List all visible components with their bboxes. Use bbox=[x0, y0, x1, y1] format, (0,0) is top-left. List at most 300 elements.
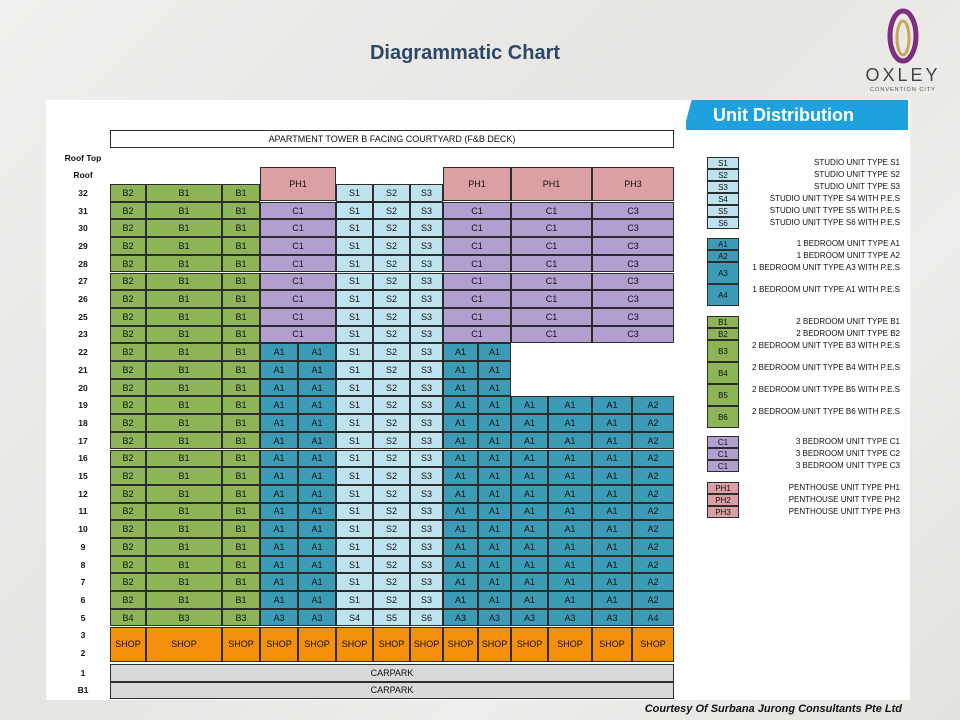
unit-cell: B2 bbox=[110, 467, 146, 485]
unit-cell: A1 bbox=[511, 414, 548, 432]
unit-cell: S3 bbox=[410, 273, 443, 291]
unit-cell: B2 bbox=[110, 343, 146, 361]
unit-cell: S1 bbox=[336, 520, 373, 538]
unit-cell: C1 bbox=[260, 308, 336, 326]
shop-cell: SHOP bbox=[548, 627, 592, 662]
unit-cell: B1 bbox=[222, 219, 260, 237]
unit-cell: S1 bbox=[336, 343, 373, 361]
unit-cell: C1 bbox=[511, 273, 592, 291]
unit-cell: A1 bbox=[511, 485, 548, 503]
legend-swatch: PH2 bbox=[707, 494, 739, 506]
unit-cell: A1 bbox=[592, 450, 632, 468]
legend-title: Unit Distribution bbox=[713, 105, 854, 125]
unit-cell: B1 bbox=[222, 202, 260, 220]
unit-cell: B1 bbox=[222, 308, 260, 326]
unit-cell: B1 bbox=[146, 308, 222, 326]
unit-cell: A1 bbox=[511, 450, 548, 468]
legend-swatch: S1 bbox=[707, 157, 739, 169]
legend-label: PENTHOUSE UNIT TYPE PH2 bbox=[788, 495, 900, 504]
unit-cell: A1 bbox=[478, 432, 511, 450]
unit-cell: S3 bbox=[410, 255, 443, 273]
unit-cell: A1 bbox=[511, 467, 548, 485]
unit-cell: A4 bbox=[632, 609, 674, 627]
unit-cell: C1 bbox=[511, 255, 592, 273]
unit-cell: A1 bbox=[260, 414, 298, 432]
unit-cell: S4 bbox=[336, 609, 373, 627]
floor-label: Roof Top bbox=[64, 152, 102, 163]
unit-cell: A1 bbox=[298, 520, 336, 538]
unit-cell: A1 bbox=[298, 538, 336, 556]
unit-cell: C1 bbox=[260, 326, 336, 344]
unit-cell: S1 bbox=[336, 503, 373, 521]
unit-cell: S1 bbox=[336, 414, 373, 432]
unit-cell: A1 bbox=[260, 573, 298, 591]
legend-label: 3 BEDROOM UNIT TYPE C1 bbox=[795, 437, 900, 446]
unit-cell: B1 bbox=[222, 290, 260, 308]
shop-cell: SHOP bbox=[373, 627, 410, 662]
legend-label: 3 BEDROOM UNIT TYPE C3 bbox=[795, 461, 900, 470]
unit-cell: S3 bbox=[410, 432, 443, 450]
unit-cell: A1 bbox=[443, 396, 478, 414]
unit-cell: B2 bbox=[110, 379, 146, 397]
unit-cell: A1 bbox=[478, 538, 511, 556]
unit-cell: A2 bbox=[632, 591, 674, 609]
unit-cell: A3 bbox=[298, 609, 336, 627]
unit-cell: A1 bbox=[260, 556, 298, 574]
floor-label: 29 bbox=[78, 240, 88, 251]
unit-cell: C1 bbox=[260, 290, 336, 308]
unit-cell: A1 bbox=[478, 343, 511, 361]
carpark-level-1: CARPARK bbox=[110, 664, 674, 682]
unit-cell: A1 bbox=[260, 432, 298, 450]
unit-cell: PH1 bbox=[511, 167, 592, 201]
legend-label: 2 BEDROOM UNIT TYPE B3 WITH P.E.S bbox=[751, 341, 900, 350]
floor-label: 1 bbox=[80, 667, 86, 678]
shop-cell: SHOP bbox=[146, 627, 222, 662]
unit-cell: B1 bbox=[222, 326, 260, 344]
floor-label: 32 bbox=[78, 187, 88, 198]
floor-label: 11 bbox=[78, 506, 88, 517]
legend-swatch: B1 bbox=[707, 316, 739, 328]
unit-cell: A1 bbox=[511, 538, 548, 556]
legend-banner bbox=[686, 100, 908, 130]
unit-cell: A3 bbox=[548, 609, 592, 627]
legend-label: STUDIO UNIT TYPE S5 WITH P.E.S bbox=[769, 206, 900, 215]
unit-cell: S2 bbox=[373, 308, 410, 326]
unit-cell: S1 bbox=[336, 237, 373, 255]
unit-cell: A1 bbox=[298, 556, 336, 574]
unit-cell: B1 bbox=[222, 485, 260, 503]
unit-cell: B2 bbox=[110, 432, 146, 450]
unit-cell: B1 bbox=[146, 255, 222, 273]
unit-cell: S3 bbox=[410, 520, 443, 538]
unit-cell: A2 bbox=[632, 450, 674, 468]
unit-cell: B1 bbox=[146, 202, 222, 220]
unit-cell: B1 bbox=[222, 503, 260, 521]
unit-cell: A1 bbox=[260, 503, 298, 521]
unit-cell: S1 bbox=[336, 591, 373, 609]
unit-cell: S3 bbox=[410, 219, 443, 237]
legend-swatch: A4 bbox=[707, 284, 739, 306]
unit-cell: S3 bbox=[410, 326, 443, 344]
unit-cell: A1 bbox=[592, 573, 632, 591]
unit-cell: B2 bbox=[110, 273, 146, 291]
unit-cell: B1 bbox=[222, 414, 260, 432]
unit-cell: B2 bbox=[110, 414, 146, 432]
unit-cell: S1 bbox=[336, 450, 373, 468]
shop-cell: SHOP bbox=[632, 627, 674, 662]
unit-cell: PH3 bbox=[592, 167, 674, 201]
unit-cell: B3 bbox=[146, 609, 222, 627]
unit-cell: S3 bbox=[410, 573, 443, 591]
unit-cell: A1 bbox=[260, 379, 298, 397]
unit-cell: B2 bbox=[110, 202, 146, 220]
unit-cell: A1 bbox=[443, 503, 478, 521]
unit-cell: A1 bbox=[548, 520, 592, 538]
floor-label: 18 bbox=[78, 417, 88, 428]
unit-cell: B1 bbox=[222, 573, 260, 591]
unit-cell: A2 bbox=[632, 573, 674, 591]
unit-cell: A1 bbox=[548, 573, 592, 591]
legend-swatch: S3 bbox=[707, 181, 739, 193]
legend-swatch: C1 bbox=[707, 436, 739, 448]
unit-cell: S1 bbox=[336, 326, 373, 344]
unit-cell: B1 bbox=[222, 520, 260, 538]
shop-cell: SHOP bbox=[592, 627, 632, 662]
unit-cell: S1 bbox=[336, 273, 373, 291]
unit-cell: B1 bbox=[146, 432, 222, 450]
unit-cell: C1 bbox=[443, 273, 511, 291]
unit-cell: S3 bbox=[410, 202, 443, 220]
legend-swatch: B3 bbox=[707, 340, 739, 362]
unit-cell: B1 bbox=[146, 556, 222, 574]
unit-cell: C1 bbox=[511, 308, 592, 326]
unit-cell: S1 bbox=[336, 290, 373, 308]
unit-cell: S2 bbox=[373, 432, 410, 450]
floor-label: 12 bbox=[78, 488, 88, 499]
legend-swatch: B6 bbox=[707, 406, 739, 428]
unit-cell: S3 bbox=[410, 290, 443, 308]
unit-cell: A3 bbox=[443, 609, 478, 627]
unit-cell: S2 bbox=[373, 396, 410, 414]
unit-cell: A1 bbox=[548, 432, 592, 450]
unit-cell: S1 bbox=[336, 396, 373, 414]
legend-label: 2 BEDROOM UNIT TYPE B5 WITH P.E.S bbox=[751, 385, 900, 394]
unit-cell: A3 bbox=[478, 609, 511, 627]
unit-cell: A1 bbox=[260, 361, 298, 379]
unit-cell: A1 bbox=[592, 520, 632, 538]
floor-label: 16 bbox=[78, 453, 88, 464]
unit-cell: B1 bbox=[222, 591, 260, 609]
unit-cell: A1 bbox=[298, 361, 336, 379]
unit-cell: A2 bbox=[632, 503, 674, 521]
unit-cell: A1 bbox=[443, 538, 478, 556]
unit-cell: S3 bbox=[410, 591, 443, 609]
floor-label: 23 bbox=[78, 329, 88, 340]
unit-cell: C1 bbox=[443, 219, 511, 237]
unit-cell: C1 bbox=[260, 255, 336, 273]
unit-cell: A1 bbox=[478, 556, 511, 574]
unit-cell: B1 bbox=[146, 273, 222, 291]
unit-cell: S1 bbox=[336, 538, 373, 556]
tower-header: APARTMENT TOWER B FACING COURTYARD (F&B DECK) bbox=[110, 130, 674, 148]
unit-cell: A1 bbox=[592, 556, 632, 574]
unit-cell: A1 bbox=[548, 450, 592, 468]
unit-cell: S2 bbox=[373, 343, 410, 361]
unit-cell: C1 bbox=[511, 326, 592, 344]
unit-cell: A1 bbox=[443, 591, 478, 609]
unit-cell: A1 bbox=[260, 343, 298, 361]
legend-swatch: PH1 bbox=[707, 482, 739, 494]
unit-cell: C3 bbox=[592, 237, 674, 255]
legend-label: STUDIO UNIT TYPE S3 bbox=[814, 182, 900, 191]
unit-cell: A1 bbox=[511, 396, 548, 414]
unit-cell: B1 bbox=[222, 343, 260, 361]
legend-label: PENTHOUSE UNIT TYPE PH1 bbox=[788, 483, 900, 492]
unit-cell: B1 bbox=[146, 414, 222, 432]
unit-cell: A1 bbox=[548, 591, 592, 609]
unit-cell: B1 bbox=[222, 361, 260, 379]
unit-cell: S1 bbox=[336, 308, 373, 326]
unit-cell: C3 bbox=[592, 219, 674, 237]
unit-cell: A1 bbox=[260, 520, 298, 538]
unit-cell: A1 bbox=[592, 432, 632, 450]
legend-label: 1 BEDROOM UNIT TYPE A1 bbox=[796, 239, 900, 248]
unit-cell: B1 bbox=[222, 255, 260, 273]
unit-cell: S3 bbox=[410, 343, 443, 361]
unit-cell: B1 bbox=[222, 556, 260, 574]
unit-cell: A1 bbox=[443, 414, 478, 432]
unit-cell: S1 bbox=[336, 219, 373, 237]
unit-cell: S3 bbox=[410, 556, 443, 574]
unit-cell: B1 bbox=[146, 485, 222, 503]
unit-cell: S5 bbox=[373, 609, 410, 627]
unit-cell: A1 bbox=[443, 467, 478, 485]
legend-swatch: B4 bbox=[707, 362, 739, 384]
unit-cell: C3 bbox=[592, 308, 674, 326]
unit-cell: S3 bbox=[410, 308, 443, 326]
unit-cell: C1 bbox=[260, 219, 336, 237]
unit-cell: S1 bbox=[336, 485, 373, 503]
unit-cell: C1 bbox=[260, 202, 336, 220]
unit-cell: S1 bbox=[336, 379, 373, 397]
unit-cell: S2 bbox=[373, 591, 410, 609]
unit-cell: S2 bbox=[373, 538, 410, 556]
legend-swatch: C1 bbox=[707, 448, 739, 460]
unit-cell: B1 bbox=[146, 237, 222, 255]
legend-label: 2 BEDROOM UNIT TYPE B4 WITH P.E.S bbox=[751, 363, 900, 372]
unit-cell: A1 bbox=[511, 556, 548, 574]
unit-cell: B1 bbox=[146, 184, 222, 202]
unit-cell: A1 bbox=[443, 556, 478, 574]
unit-cell: B2 bbox=[110, 538, 146, 556]
unit-cell: S2 bbox=[373, 485, 410, 503]
unit-cell: A1 bbox=[478, 396, 511, 414]
floor-label: 8 bbox=[80, 559, 86, 570]
unit-cell: A3 bbox=[511, 609, 548, 627]
unit-cell: S2 bbox=[373, 326, 410, 344]
floor-label: B1 bbox=[77, 685, 89, 696]
unit-cell: S1 bbox=[336, 361, 373, 379]
unit-cell: A1 bbox=[443, 573, 478, 591]
unit-cell: A1 bbox=[511, 520, 548, 538]
shop-cell: SHOP bbox=[222, 627, 260, 662]
unit-cell: B1 bbox=[146, 396, 222, 414]
floor-label: 10 bbox=[78, 524, 88, 535]
floor-label: 25 bbox=[78, 311, 88, 322]
unit-cell: S2 bbox=[373, 273, 410, 291]
unit-cell: B1 bbox=[222, 450, 260, 468]
floor-label: 30 bbox=[78, 223, 88, 234]
unit-cell: C1 bbox=[511, 219, 592, 237]
legend-swatch: S5 bbox=[707, 205, 739, 217]
shop-cell: SHOP bbox=[110, 627, 146, 662]
unit-cell: B1 bbox=[146, 343, 222, 361]
unit-cell: B2 bbox=[110, 556, 146, 574]
legend-label: 2 BEDROOM UNIT TYPE B6 WITH P.E.S bbox=[751, 407, 900, 416]
shop-cell: SHOP bbox=[443, 627, 478, 662]
unit-cell: B2 bbox=[110, 450, 146, 468]
unit-cell: S3 bbox=[410, 450, 443, 468]
unit-cell: A1 bbox=[548, 538, 592, 556]
unit-cell: B1 bbox=[146, 379, 222, 397]
legend-swatch: A3 bbox=[707, 262, 739, 284]
unit-cell: A1 bbox=[478, 379, 511, 397]
unit-cell: C3 bbox=[592, 326, 674, 344]
unit-cell: B2 bbox=[110, 308, 146, 326]
unit-cell: PH1 bbox=[443, 167, 511, 201]
unit-cell: S2 bbox=[373, 414, 410, 432]
unit-cell: A1 bbox=[443, 343, 478, 361]
legend-label: STUDIO UNIT TYPE S2 bbox=[814, 170, 900, 179]
unit-cell: B1 bbox=[146, 591, 222, 609]
unit-cell: A2 bbox=[632, 520, 674, 538]
credit-line: Courtesy Of Surbana Jurong Consultants Pte Ltd bbox=[644, 703, 902, 715]
unit-cell: B1 bbox=[146, 361, 222, 379]
unit-cell: A1 bbox=[443, 520, 478, 538]
unit-cell: A1 bbox=[592, 396, 632, 414]
legend-label: 1 BEDROOM UNIT TYPE A2 bbox=[796, 251, 900, 260]
unit-cell: A1 bbox=[260, 467, 298, 485]
unit-cell: A1 bbox=[548, 556, 592, 574]
unit-cell: B1 bbox=[222, 184, 260, 202]
unit-cell: A1 bbox=[298, 591, 336, 609]
unit-cell: A1 bbox=[511, 503, 548, 521]
unit-cell: A1 bbox=[478, 485, 511, 503]
floor-label: 27 bbox=[78, 276, 88, 287]
unit-cell: S2 bbox=[373, 219, 410, 237]
unit-cell: C1 bbox=[443, 326, 511, 344]
unit-cell: A1 bbox=[548, 467, 592, 485]
floor-label: 15 bbox=[78, 471, 88, 482]
legend-label: 1 BEDROOM UNIT TYPE A3 WITH P.E.S bbox=[752, 263, 900, 272]
floor-label: 7 bbox=[80, 577, 86, 588]
unit-cell: A1 bbox=[478, 450, 511, 468]
legend-label: STUDIO UNIT TYPE S1 bbox=[814, 158, 900, 167]
floor-label: 28 bbox=[78, 258, 88, 269]
unit-cell: B1 bbox=[146, 290, 222, 308]
unit-cell: A1 bbox=[260, 450, 298, 468]
legend-swatch: S6 bbox=[707, 217, 739, 229]
unit-cell: B1 bbox=[146, 326, 222, 344]
unit-cell: A1 bbox=[443, 485, 478, 503]
unit-cell: B2 bbox=[110, 237, 146, 255]
legend-swatch: S2 bbox=[707, 169, 739, 181]
unit-cell: S2 bbox=[373, 255, 410, 273]
unit-cell: B1 bbox=[222, 467, 260, 485]
unit-cell: S3 bbox=[410, 237, 443, 255]
shop-cell: SHOP bbox=[511, 627, 548, 662]
unit-cell: A1 bbox=[511, 573, 548, 591]
unit-cell: A1 bbox=[298, 379, 336, 397]
unit-cell: S3 bbox=[410, 414, 443, 432]
unit-cell: C3 bbox=[592, 255, 674, 273]
logo-tagline: CONVENTION CITY bbox=[870, 87, 936, 93]
unit-cell: A1 bbox=[298, 343, 336, 361]
unit-cell: A1 bbox=[478, 591, 511, 609]
unit-cell: S3 bbox=[410, 485, 443, 503]
slide-title: Diagrammatic Chart bbox=[369, 42, 561, 64]
legend-label: STUDIO UNIT TYPE S6 WITH P.E.S bbox=[769, 218, 900, 227]
unit-cell: S2 bbox=[373, 556, 410, 574]
unit-cell: C1 bbox=[443, 255, 511, 273]
unit-cell: B1 bbox=[222, 432, 260, 450]
carpark-level-b1: CARPARK bbox=[110, 682, 674, 700]
unit-cell: A2 bbox=[632, 556, 674, 574]
floor-label: 21 bbox=[78, 364, 88, 375]
unit-cell: C3 bbox=[592, 273, 674, 291]
unit-cell: A2 bbox=[632, 485, 674, 503]
unit-cell: A1 bbox=[548, 503, 592, 521]
unit-cell: B2 bbox=[110, 573, 146, 591]
unit-cell: A1 bbox=[548, 396, 592, 414]
shop-cell: SHOP bbox=[298, 627, 336, 662]
oxley-logo-mark-icon bbox=[862, 8, 944, 64]
unit-cell: B2 bbox=[110, 485, 146, 503]
unit-cell: S3 bbox=[410, 379, 443, 397]
unit-cell: S1 bbox=[336, 202, 373, 220]
unit-cell: B1 bbox=[222, 379, 260, 397]
floor-label: Roof bbox=[73, 169, 93, 180]
legend-swatch: A2 bbox=[707, 250, 739, 262]
unit-cell: C1 bbox=[260, 273, 336, 291]
unit-cell: A1 bbox=[443, 450, 478, 468]
legend-swatch: A1 bbox=[707, 238, 739, 250]
legend-swatch: B5 bbox=[707, 384, 739, 406]
floor-label: 20 bbox=[78, 382, 88, 393]
shop-cell: SHOP bbox=[336, 627, 373, 662]
unit-cell: B2 bbox=[110, 255, 146, 273]
unit-cell: A1 bbox=[548, 485, 592, 503]
floor-label: 22 bbox=[78, 347, 88, 358]
unit-cell: A1 bbox=[298, 432, 336, 450]
unit-cell: S2 bbox=[373, 573, 410, 591]
legend-label: STUDIO UNIT TYPE S4 WITH P.E.S bbox=[769, 194, 900, 203]
unit-cell: A1 bbox=[592, 591, 632, 609]
unit-cell: S3 bbox=[410, 396, 443, 414]
unit-cell: A2 bbox=[632, 432, 674, 450]
unit-cell: C1 bbox=[511, 237, 592, 255]
unit-cell: S2 bbox=[373, 503, 410, 521]
unit-cell: C1 bbox=[443, 308, 511, 326]
legend-swatch: PH3 bbox=[707, 506, 739, 518]
unit-cell: A1 bbox=[298, 485, 336, 503]
unit-cell: A2 bbox=[632, 414, 674, 432]
unit-cell: S2 bbox=[373, 290, 410, 308]
unit-cell: A1 bbox=[511, 432, 548, 450]
unit-cell: C3 bbox=[592, 290, 674, 308]
unit-cell: A1 bbox=[478, 573, 511, 591]
